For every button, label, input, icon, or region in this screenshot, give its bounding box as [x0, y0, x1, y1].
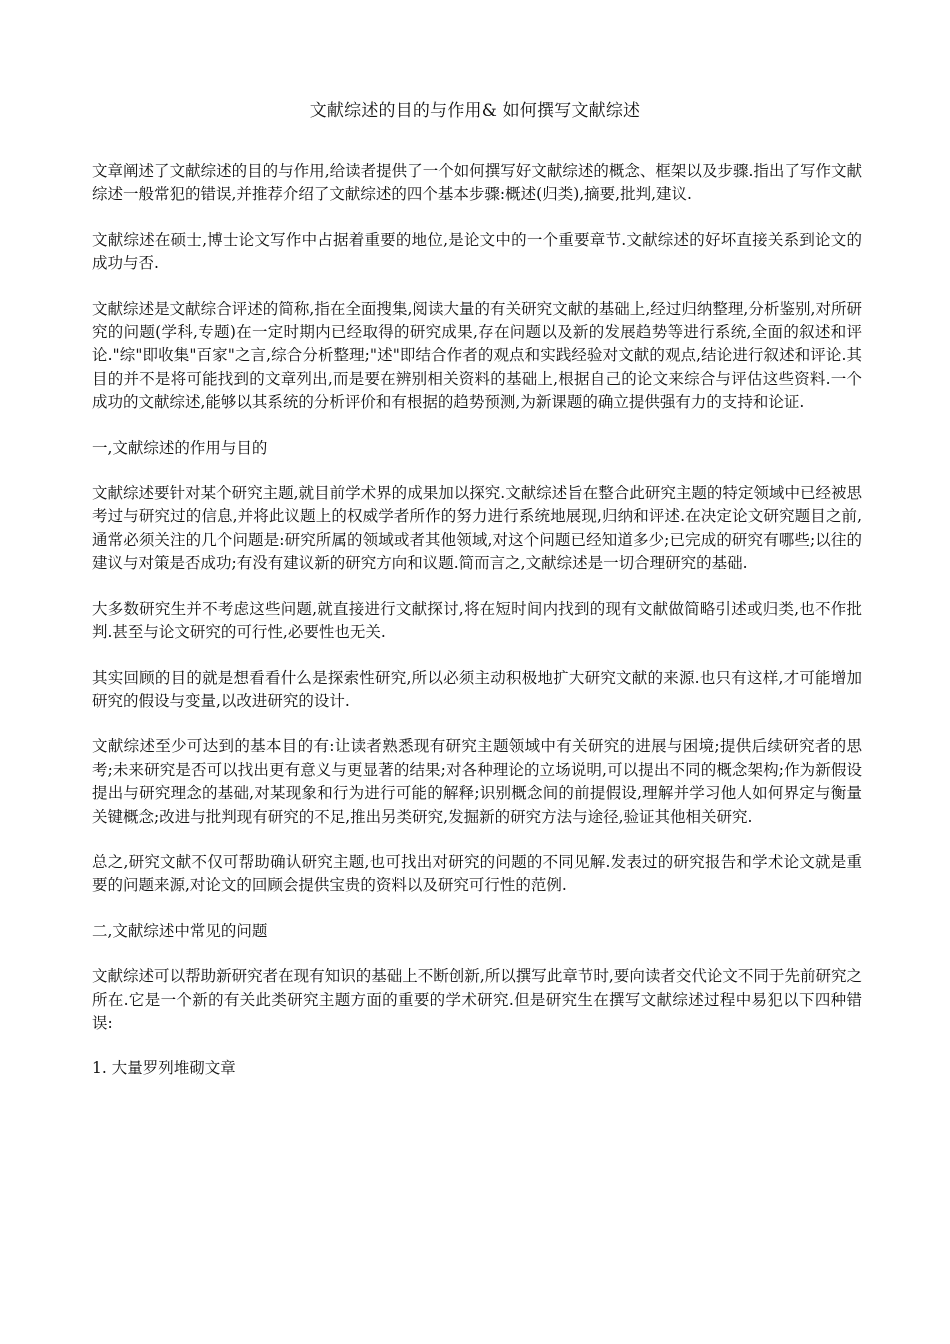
paragraph-importance: 文献综述在硕士,博士论文写作中占据着重要的地位,是论文中的一个重要章节.文献综述的好坏直接关系到论文的成功与否.: [92, 230, 862, 273]
section-heading-1: 一,文献综述的作用与目的: [92, 438, 268, 457]
document-body: [92, 160, 862, 1103]
paragraph-definition: 文献综述是文献综合评述的简称,指在全面搜集,阅读大量的有关研究文献的基础上,经过归纳整理,分析鉴别,对所研究的问题(学科,专题)在一定时期内已经取得的研究成果,存在问题以及新的发展趋势等进行系统,全面的叙述和评论."综"即收集"百家"之言,综合分析整理;"述"即结合作者的观点和实践经验对文献的观点,结论进行叙述和评论.其目的并不是将可能找到的文章列出,而是要在辨别相关资料的基础上,根据自己的论文来综合与评估这些资料.一个成功的文献综述,能够以其系统的分析评价和有根据的趋势预测,为新课题的确立提供强有力的支持和论证.: [92, 299, 862, 412]
paragraph-purpose: 文献综述要针对某个研究主题,就目前学术界的成果加以探究.文献综述旨在整合此研究主题的特定领域中已经被思考过与研究过的信息,并将此议题上的权威学者所作的努力进行系统地展现,归纳和评述.在决定论文研究题目之前,通常必须关注的几个问题是:研究所属的领域或者其他领域,对这个问题已经知道多少;已完成的研究有哪些;以往的建议与对策是否成功;有没有建议新的研究方向和议题.简而言之,文献综述是一切合理研究的基础.: [92, 484, 862, 573]
paragraph-common-problems: 文献综述可以帮助新研究者在现有知识的基础上不断创新,所以撰写此章节时,要向读者交代论文不同于先前研究之所在.它是一个新的有关此类研究主题方面的重要的学术研究.但是研究生在撰写文献综述过程中易犯以下四种错误:: [92, 967, 862, 1032]
document-title: 文献综述的目的与作用& 如何撰写文献综述: [309, 101, 641, 121]
paragraph-students: 大多数研究生并不考虑这些问题,就直接进行文献探讨,将在短时间内找到的现有文献做简略引述或归类,也不作批判.甚至与论文研究的可行性,必要性也无关.: [92, 599, 862, 642]
paragraph-summary: 总之,研究文献不仅可帮助确认研究主题,也可找出对研究的问题的不同见解.发表过的研究报告和学术论文就是重要的问题来源,对论文的回顾会提供宝贵的资料以及研究可行性的范例.: [92, 852, 862, 895]
section-heading-2: 二,文献综述中常见的问题: [92, 921, 268, 940]
list-item-1: 1. 大量罗列堆砌文章: [92, 1059, 236, 1078]
paragraph-review-purpose: 其实回顾的目的就是想看看什么是探索性研究,所以必须主动积极地扩大研究文献的来源.也只有这样,才可能增加研究的假设与变量,以改进研究的设计.: [92, 668, 862, 710]
paragraph-abstract: 文章阐述了文献综述的目的与作用,给读者提供了一个如何撰写好文献综述的概念、框架以及步骤.指出了写作文献综述一般常犯的错误,并推荐介绍了文献综述的四个基本步骤:概述(归类),摘要,批判,建议.: [92, 162, 862, 204]
paragraph-basic-goals: 文献综述至少可达到的基本目的有:让读者熟悉现有研究主题领域中有关研究的进展与困境;提供后续研究者的思考;未来研究是否可以找出更有意义与更显著的结果;对各种理论的立场说明,可以提出不同的概念架构;作为新假设提出与研究理念的基础,对某现象和行为进行可能的解释;识别概念间的前提假设,理解并学习他人如何界定与衡量关键概念;改进与批判现有研究的不足,推出另类研究,发掘新的研究方法与途径,验证其他相关研究.: [92, 737, 862, 826]
